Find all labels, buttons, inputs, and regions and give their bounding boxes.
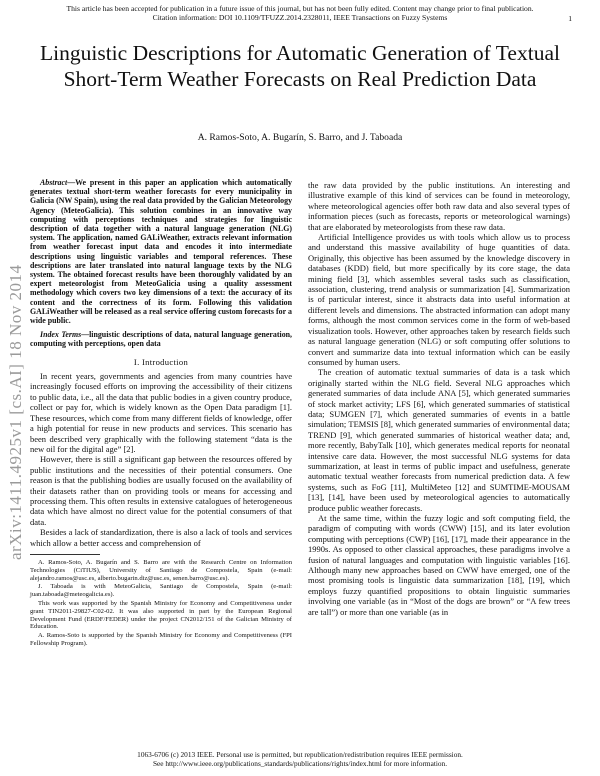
publication-notice <box>20 4 580 22</box>
footnote: This work was supported by the Spanish Ministry for Economy and Competitiveness under grant TIN2011-29827-C02-02. It was also supported in part by the European Regional Development Fund (ERDF/FEDER) under the project CN2012/151 of the Galician Ministry of Education. <box>30 599 292 631</box>
abstract <box>30 178 292 325</box>
notice-line-2: Citation information: DOI 10.1109/TFUZZ.2014.2328011, IEEE Transactions on Fuzzy Systems <box>152 13 448 22</box>
index-terms-label: Index Terms <box>40 330 82 340</box>
page-number: 1 <box>568 14 572 23</box>
abstract-text: —We present in this paper an application which automatically generates textual short-term weather forecasts for every municipality in Galicia (NW Spain), using the real data provided by the Galician Meteorology Agency (MeteoGalicia). This solution combines in an innovative way computing with perceptions techniques and strategies for linguistic description of data together with a natural language generation (NLG) system. The application, named GALiWeather, extracts relevant information from weather forecast input data and encodes it into intermediate descriptions using linguistic variables and temporal references. These descriptions are later translated into natural language texts by the NLG system. The obtained forecast results have been thoroughly validated by an expert meteorologist from MeteoGalicia using a quality assessment methodology which covers two key dimensions of a text: the accuracy of its content and the correctness of its form. Following this validation GALiWeather will be released as a real service offering custom forecasts for a wide public. <box>30 178 293 326</box>
copyright-line: 1063-6706 (c) 2013 IEEE. Personal use is permitted, but republication/redistribution requires IEEE permission. <box>137 750 463 759</box>
body-paragraph: the raw data provided by the public institutions. An interesting and illustrative example of this kind of services can be found in meteorology, where meteorological agencies offer both raw data and also several types of information pieces (such as forecasts, reports or meteorological warnings) that are elaborated by meteorologists from these raw data. <box>308 180 570 232</box>
footnote-rule <box>30 554 100 555</box>
body-paragraph: The creation of automatic textual summaries of data is a task which originally started within the NLG field. Several NLG approaches which generated summaries of data include ANA [5], which generated summaries of stock market activity; LFS [6], which generated summaries of statistical data; SUMGEN [7], which generated summaries of events in a battle simulation; TEMSIS [8], which generated summaries of environmental data; TREND [9], which generated summaries of historical weather data; and, more recently, BabyTalk [10], which generates medical reports for neonatal intensive care data. However, the most successful NLG systems for data summarization, at least in terms of public impact and usefulness, generate automatic textual weather forecasts from numerical prediction data. A few systems, such as FoG [11], MultiMeteo [12] and SUMTIME-MOUSAM [13], [14], have been used by meteorological agencies to automatically produce public weather forecasts. <box>308 367 570 513</box>
author-list: A. Ramos-Soto, A. Bugarín, S. Barro, and J. Taboada <box>197 132 403 143</box>
index-terms <box>30 330 292 348</box>
body-paragraph: Artificial Intelligence provides us with tools which allow us to process and understand this massive availability of huge quantities of data. Originally, this objective has been assumed by the knowledge discovery in databases (KDD) field, but more specifically by its core stage, the data mining field [3], which assembles several tasks such as classification, association, clustering, trend analysis or summarization [4]. Summarization is of particular interest, since it abstracts data into useful information at different levels and dimensions. The abstracted information can adopt many forms, although the most common services come in the form of web-based visualization tools. However, other approaches taken by research fields such as natural language generation (NLG) or soft computing offer solutions to convert and summarize data into textual information which can be easily consumed by human users. <box>308 232 570 367</box>
section-heading: I. Introduction <box>133 356 189 367</box>
footnote: A. Ramos-Soto, A. Bugarín and S. Barro are with the Research Centre on Information Technologies (CiTIUS), University of Santiago de Compostela, Spain (e-mail: alejandro.ramos@usc.es, alberto.bugarin.diz@usc.es, senen.barro@usc.es). <box>30 558 292 582</box>
rights-link-line: See http://www.ieee.org/publications_standards/publications/rights/index.html for more information. <box>152 759 448 768</box>
footnote: A. Ramos-Soto is supported by the Spanish Ministry for Economy and Competitiveness (FPI Fellowship Program). <box>30 632 292 647</box>
intro-paragraph: Besides a lack of standardization, there is also a lack of tools and services which allow a better access and comprehension of <box>30 527 292 548</box>
abstract-label: Abstract <box>40 178 68 187</box>
footnote: J. Taboada is with MeteoGalicia, Santiago de Compostela, Spain (e-mail: juan.taboada@meteogalicia.es). <box>30 583 292 599</box>
arxiv-stamp: arXiv:1411.4925v1 [cs.AI] 18 Nov 2014 <box>6 264 25 560</box>
paper-title: Linguistic Descriptions for Automatic Generation of Textual Short-Term Weather Forecasts on Real Prediction Data <box>40 41 560 91</box>
notice-line-1: This article has been accepted for publication in a future issue of this journal, but has not been fully edited. Content may change prior to final publication. <box>66 4 534 13</box>
index-terms-text: —linguistic descriptions of data, natural language generation, computing with perceptions, open data <box>30 330 292 349</box>
right-column <box>308 180 570 617</box>
copyright-footer <box>40 750 560 768</box>
body-paragraph: At the same time, within the fuzzy logic and soft computing field, the paradigm of computing with words (CWW) [15], and its later evolution computing with perceptions (CWP) [16], [17], made their appearance in the 1990s. As opposed to other classical approaches, these paradigms involve a fusion of natural languages and computation with linguistic variables [16]. Although many new approaches based on CWW have emerged, one of the most promising tools is linguistic data summarization [18], [19], which employs fuzzy quantified propositions to obtain linguistic summaries involving one variable (as in “Most of the dogs are brown” or “A few trees are tall”) or more than one variable (as in <box>308 513 570 617</box>
left-column <box>30 178 292 649</box>
intro-paragraph: In recent years, governments and agencies from many countries have increasingly focused efforts on improving the accessibility of their citizens to public data, i.e., all the data that public bodies in a given country produce, collect or pay for, which is widely known as the Open Data paradigm [1]. These resources, which come from many different fields of knowledge, offer a high potential for reuse in new products and services. This scenario has been described very graphically with the following statement “data is the new oil for the digital age” [2]. <box>30 371 292 454</box>
intro-paragraph: However, there is still a significant gap between the resources offered by public institutions and the necessities of their potential consumers. One reason is that the publishing bodies are usually focused on the availability of their datasets rather than on providing tools or means for accessing and processing them. This often results in extensive catalogues of heterogeneous data which have almost no direct value for the potential consumers of that data. <box>30 454 292 527</box>
